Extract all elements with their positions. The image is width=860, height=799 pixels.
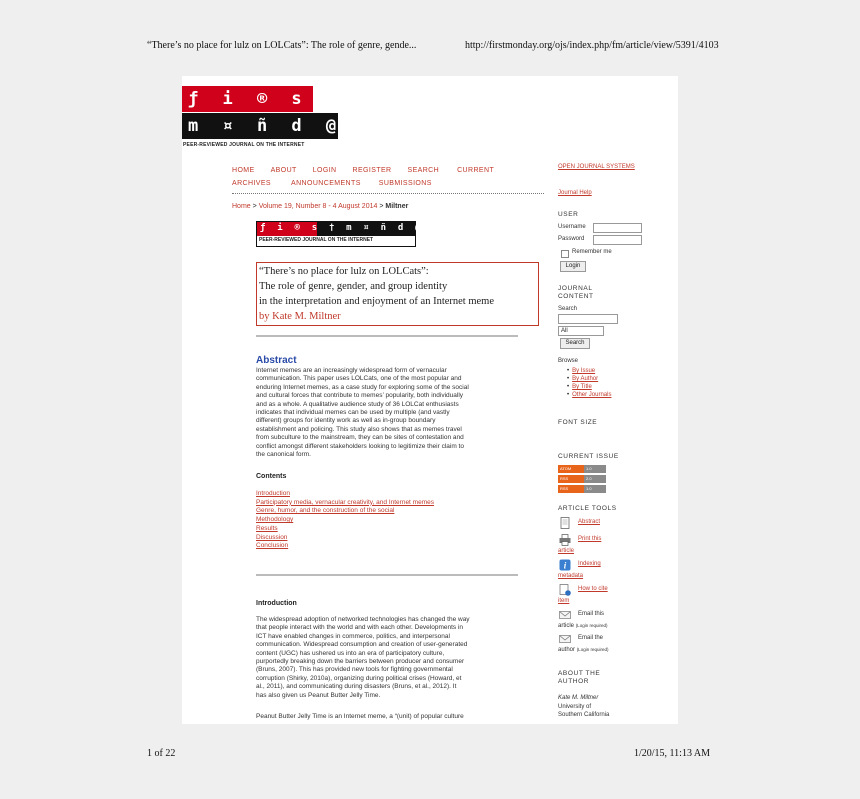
envelope-icon (559, 609, 571, 621)
nav-login[interactable]: LOGIN (312, 167, 337, 174)
about-author-affiliation: University of (558, 704, 592, 710)
browse-by-issue-label: By Issue (572, 368, 596, 374)
abstract-line: Internet memes are an increasingly widespread form of vernacular (256, 367, 447, 374)
nav-submissions[interactable]: SUBMISSIONS (378, 180, 432, 187)
nav-search[interactable]: SEARCH (407, 167, 440, 174)
print-footer-datetime: 1/20/15, 11:13 AM (634, 748, 711, 759)
ojs-link-label: OPEN JOURNAL SYSTEMS (558, 164, 635, 170)
main-nav-row-1 (232, 167, 494, 174)
intro-line: communication. Widespread consumption and creation of user-generated (256, 641, 468, 649)
abstract-text (256, 367, 469, 459)
tool-email-author-label[interactable]: Email the (578, 635, 604, 641)
tool-email-label-2 (558, 623, 607, 629)
login-button[interactable]: Login (560, 261, 586, 272)
abstract-line: conflict amongst different stakeholders looking to legitimize their claim to (256, 442, 464, 450)
nav-announcements[interactable]: ANNOUNCEMENTS (291, 180, 361, 187)
printer-icon (559, 534, 571, 546)
document-page (182, 76, 678, 724)
search-label: Search (558, 306, 578, 312)
abstract-heading: Abstract (256, 355, 297, 366)
journal-help-link[interactable]: Journal Help (558, 190, 592, 196)
intro-line: corruption (Shirky, 2010a), organizing during political crises (Howard, et (256, 674, 462, 682)
browse-other-journals-label: Other Journals (572, 392, 612, 398)
about-author-affiliation-2: Southern California (558, 712, 610, 718)
section-divider (256, 574, 518, 576)
tool-email-author[interactable]: author (558, 647, 576, 653)
tool-email-author-label-2 (558, 647, 608, 653)
contents-link-genre-humor[interactable]: Genre, humor, and the construction of the social (256, 507, 395, 515)
username-label: Username (558, 224, 586, 230)
intro-line: (Bruns, 2007). This has provided new tools for fighting governmental (256, 666, 453, 674)
contents-link-participatory-media[interactable]: Participatory media, vernacular creativity, and Internet memes (256, 498, 434, 506)
tool-print-link-2[interactable]: article (558, 548, 575, 554)
password-label: Password (558, 236, 585, 242)
logo-row-bottom: m ¤ ñ d @ ¥ (182, 113, 338, 139)
abstract-line: establishment and policing. This study also shows that as memes travel (256, 425, 462, 433)
breadcrumb-separator: > (252, 203, 257, 210)
browse-list (567, 367, 611, 399)
intro-line: content (UGC) has ushered us into an era of participatory culture, (256, 649, 445, 657)
article-title-line: The role of genre, gender, and group identity (259, 281, 448, 292)
document-icon (559, 517, 571, 529)
abstract-line: communication. This paper uses LOLCats, one of the most popular and (256, 375, 462, 383)
contents-link-results[interactable]: Results (256, 524, 278, 532)
nav-archives[interactable]: ARCHIVES (232, 180, 271, 187)
article-tools-heading: ARTICLE TOOLS (558, 505, 617, 512)
contents-heading: Contents (256, 473, 287, 480)
nav-home[interactable]: HOME (232, 167, 255, 174)
rss1-feed-badge[interactable] (558, 485, 606, 493)
user-heading: USER (558, 211, 579, 218)
abstract-line: different) groups for identity work as well as in-group boundary (256, 417, 436, 425)
envelope-icon (559, 633, 571, 645)
rss1-feed-version: 1.0 (584, 485, 606, 493)
username-input[interactable] (593, 223, 642, 233)
contents-list (256, 490, 434, 551)
abstract-line: the canonical form. (256, 451, 311, 459)
ojs-link[interactable] (558, 164, 635, 170)
breadcrumb (232, 203, 408, 210)
introduction-text (256, 616, 470, 700)
print-footer-page: 1 of 22 (147, 748, 176, 759)
article-title-line: in the interpretation and enjoyment of an Internet meme (259, 296, 494, 307)
contents-link-discussion[interactable]: Discussion (256, 533, 288, 541)
current-issue-heading: CURRENT ISSUE (558, 453, 619, 460)
article-logo-tagline: PEER-REVIEWED JOURNAL ON THE INTERNET (259, 237, 374, 243)
tool-email-author-note: (Login required) (576, 647, 609, 652)
password-input[interactable] (593, 235, 642, 245)
atom-feed-label: ATOM (558, 465, 584, 473)
remember-me-checkbox[interactable] (561, 250, 569, 258)
breadcrumb-current: Miltner (385, 203, 409, 210)
breadcrumb-separator: > (379, 203, 384, 210)
atom-feed-version: 1.0 (584, 465, 606, 473)
intro-line: The widespread adoption of networked technologies has changed the way (256, 616, 470, 623)
journal-content-heading-2: CONTENT (558, 293, 594, 300)
contents-link-conclusion[interactable]: Conclusion (256, 542, 289, 550)
nav-about[interactable]: ABOUT (270, 167, 297, 174)
logo-tagline: PEER-REVIEWED JOURNAL ON THE INTERNET (183, 142, 305, 148)
browse-other-journals[interactable] (567, 391, 611, 399)
tool-abstract-link[interactable]: Abstract (578, 519, 601, 525)
nav-register[interactable]: REGISTER (352, 167, 392, 174)
atom-feed-badge[interactable] (558, 465, 606, 473)
article-logo-banner (256, 221, 441, 247)
logo-row-top: ƒ i ® s † (182, 86, 313, 112)
tool-email-article[interactable]: article (558, 623, 575, 629)
browse-by-title[interactable] (567, 383, 611, 391)
tool-print-link[interactable]: Print this (578, 536, 602, 542)
contents-link-methodology[interactable]: Methodology (256, 516, 294, 524)
font-size-heading: FONT SIZE (558, 419, 598, 426)
intro-line: ICT have enabled changes in commerce, politics, and interpersonal (256, 632, 450, 640)
rss2-feed-label: RSS (558, 475, 584, 483)
browse-by-title-label: By Title (572, 384, 592, 390)
print-header-title: “There’s no place for lulz on LOLCats”: The role of genre, gende... (147, 40, 417, 51)
nav-current[interactable]: CURRENT (457, 167, 495, 174)
rss2-feed-badge[interactable] (558, 475, 606, 483)
svg-text:i: i (563, 560, 567, 571)
remember-me-label: Remember me (572, 249, 612, 255)
intro-line: has also given us Peanut Butter Jelly Time. (256, 691, 381, 699)
abstract-line: from subculture to the mainstream, they can be sites of contestation and (256, 434, 464, 442)
contents-link-introduction[interactable]: Introduction (256, 490, 290, 497)
rss1-feed-label: RSS (558, 485, 584, 493)
introduction-heading: Introduction (256, 600, 297, 607)
abstract-line: and cultural forces that contribute to memes’ popularity, both individually (256, 392, 464, 400)
info-icon (559, 559, 571, 571)
article-title-box (256, 262, 539, 326)
search-button[interactable]: Search (560, 338, 590, 349)
intro-line: purportedly breaking down the barriers between producer and consumer (256, 658, 465, 666)
tool-email-label[interactable]: Email this (578, 611, 605, 617)
cite-icon (559, 584, 571, 596)
article-logo-text: ƒ i ® s † m ¤ ñ d @ ¥ (260, 223, 441, 233)
tool-email-note: (Login required) (575, 623, 608, 628)
nav-divider (232, 193, 544, 194)
tool-indexing-link[interactable]: Indexing (578, 561, 601, 567)
browse-by-author[interactable] (567, 375, 611, 383)
search-scope-select[interactable]: All (558, 326, 604, 336)
abstract-line: enduring Internet memes, as a case study for exploring some of the social (256, 383, 469, 391)
about-author-name: Kate M. Miltner (558, 695, 599, 701)
section-divider (256, 335, 518, 337)
tool-indexing-link-2[interactable]: metadata (558, 573, 584, 579)
breadcrumb-issue[interactable]: Volume 19, Number 8 - 4 August 2014 (258, 203, 378, 210)
browse-by-author-label: By Author (572, 376, 599, 382)
tool-cite-link-2[interactable]: item (558, 598, 570, 604)
about-author-heading-2: AUTHOR (558, 678, 590, 685)
article-author: by Kate M. Miltner (259, 311, 341, 322)
rss2-feed-version: 2.0 (584, 475, 606, 483)
abstract-line: and as a whole. A qualitative audience study of 36 LOLCat enthusiasts (256, 400, 459, 408)
intro-line: al., 2011), and communicating during disasters (Bruns, et al., 2012). It (256, 683, 457, 691)
main-nav-row-2 (232, 180, 432, 187)
about-author-heading: ABOUT THE (558, 670, 601, 677)
tool-cite-link[interactable]: How to cite (578, 586, 608, 592)
body-text-line: Peanut Butter Jelly Time is an Internet meme, a “(unit) of popular culture (256, 713, 464, 720)
browse-label: Browse (558, 358, 579, 364)
browse-by-issue[interactable] (567, 367, 611, 375)
intro-line: that people interact with the world and with each other. Developments in (256, 624, 464, 632)
search-input[interactable] (558, 314, 618, 324)
abstract-line: indicates that individual memes can be used by multiple (and vastly (256, 409, 450, 417)
journal-content-heading: JOURNAL (558, 285, 593, 292)
breadcrumb-home[interactable]: Home (232, 203, 251, 210)
article-title-line: “There’s no place for lulz on LOLCats”: (259, 266, 429, 277)
print-header-url: http://firstmonday.org/ojs/index.php/fm/article/view/5391/4103 (465, 40, 719, 51)
